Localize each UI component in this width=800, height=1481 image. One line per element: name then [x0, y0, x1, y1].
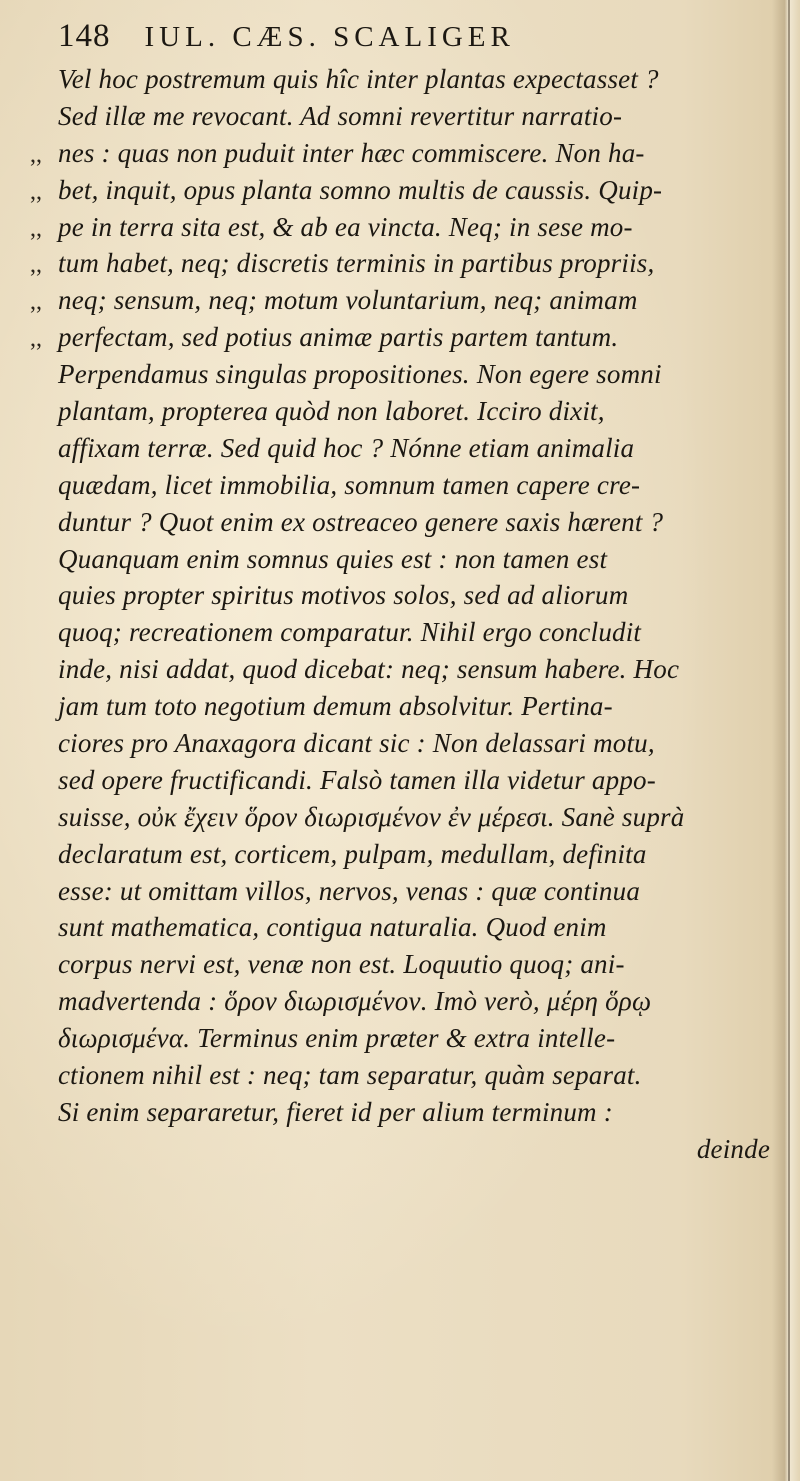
text-line [58, 101, 776, 138]
text-line [30, 174, 776, 212]
text-line [58, 544, 776, 581]
line-text: quies propter spiritus motivos solos, sed ad aliorum [58, 580, 629, 611]
page-number: 148 [58, 18, 111, 54]
text-line [58, 580, 776, 617]
text-line [58, 433, 776, 470]
line-text: sunt mathematica, contigua naturalia. Quod enim [58, 912, 607, 943]
text-line [58, 876, 776, 913]
text-line [58, 949, 776, 986]
line-text: inde, nisi addat, quod dicebat: neq; sensum habere. Hoc [58, 654, 680, 685]
quote-mark: ,, [30, 178, 42, 205]
line-text: duntur ? Quot enim ex ostreaceo genere saxis hærent ? [58, 506, 664, 537]
text-line [58, 728, 776, 765]
line-text: plantam, propterea quòd non laboret. Icciro dixit, [58, 396, 605, 427]
line-text: nes : quas non puduit inter hæc commiscere. Non ha- [58, 137, 645, 168]
text-line [30, 211, 776, 249]
line-text: ctionem nihil est : neq; tam separatur, quàm separat. [58, 1060, 642, 1091]
line-text: Sed illæ me revocant. Ad somni revertitur narratio- [58, 100, 623, 131]
line-text: sed opere fructificandi. Falsò tamen illa videtur appo- [58, 764, 656, 795]
page-header [58, 18, 758, 66]
line-text: jam tum toto negotium demum absolvitur. Pertina- [58, 691, 613, 722]
line-text: perfectam, sed potius animæ partis partem tantum. [58, 322, 619, 353]
line-text: esse: ut omittam villos, nervos, venas : quæ continua [58, 875, 641, 906]
line-text: affixam terræ. Sed quid hoc ? Nónne etiam animalia [58, 432, 635, 463]
quote-mark: ,, [30, 252, 42, 279]
text-line [58, 1060, 776, 1097]
line-text: neq; sensum, neq; motum voluntarium, neq; animam [58, 285, 638, 316]
line-text: Si enim separaretur, fieret id per alium terminum : [58, 1096, 613, 1127]
text-line [30, 322, 776, 359]
quote-mark: ,, [30, 141, 42, 168]
text-line [58, 470, 776, 507]
line-text: pe in terra sita est, & ab ea vincta. Neq; in sese mo- [58, 211, 633, 242]
line-text: Quanquam enim somnus quies est : non tamen est [58, 543, 608, 574]
page-edge [772, 0, 800, 1481]
body-text [30, 64, 776, 1171]
text-line [58, 617, 776, 654]
text-line [58, 839, 776, 876]
line-text: corpus nervi est, venæ non est. Loquutio quoq; ani- [58, 949, 625, 980]
text-line [30, 248, 776, 285]
catchword-line [58, 1134, 776, 1171]
line-text: διωρισμένα. Terminus enim præter & extra intelle- [58, 1023, 616, 1054]
text-line [58, 986, 776, 1023]
running-title: IUL. CÆS. SCALIGER [144, 21, 515, 53]
quote-mark: ,, [30, 289, 42, 316]
quote-mark: ,, [30, 215, 42, 242]
text-line [58, 507, 776, 544]
text-line [58, 912, 776, 949]
line-text: madvertenda : ὅρον διωρισμένον. Imò verò, μέρη ὅρῳ [58, 986, 652, 1017]
text-line [58, 359, 776, 396]
line-text: Vel hoc postremum quis hîc inter plantas expectasset ? [58, 64, 659, 94]
text-line [58, 64, 776, 101]
text-line [58, 396, 776, 433]
line-text: quoq; recreationem comparatur. Nihil ergo concludit [58, 617, 642, 648]
line-text: Perpendamus singulas propositiones. Non egere somni [58, 359, 662, 390]
line-text: declaratum est, corticem, pulpam, medullam, definita [58, 838, 647, 869]
line-text: suisse, οὐκ ἔχειν ὅρον διωρισμένον ἐν μέρεσι. Sanè suprà [58, 801, 685, 832]
text-line [58, 654, 776, 691]
line-text: tum habet, neq; discretis terminis in partibus propriis, [58, 248, 655, 279]
line-text: ciores pro Anaxagora dicant sic : Non delassari motu, [58, 728, 655, 759]
text-line [58, 691, 776, 728]
line-text: quædam, licet immobilia, somnum tamen capere cre- [58, 469, 641, 500]
text-line [58, 1023, 776, 1060]
text-line [58, 1097, 776, 1134]
text-line [30, 137, 776, 175]
catchword: deinde [696, 1133, 770, 1164]
line-text: bet, inquit, opus planta somno multis de caussis. Quip- [58, 174, 663, 205]
text-line [58, 765, 776, 802]
text-line [30, 285, 776, 322]
quote-mark: ,, [30, 326, 42, 353]
text-line [58, 802, 776, 839]
binding-edge-line [788, 0, 790, 1481]
